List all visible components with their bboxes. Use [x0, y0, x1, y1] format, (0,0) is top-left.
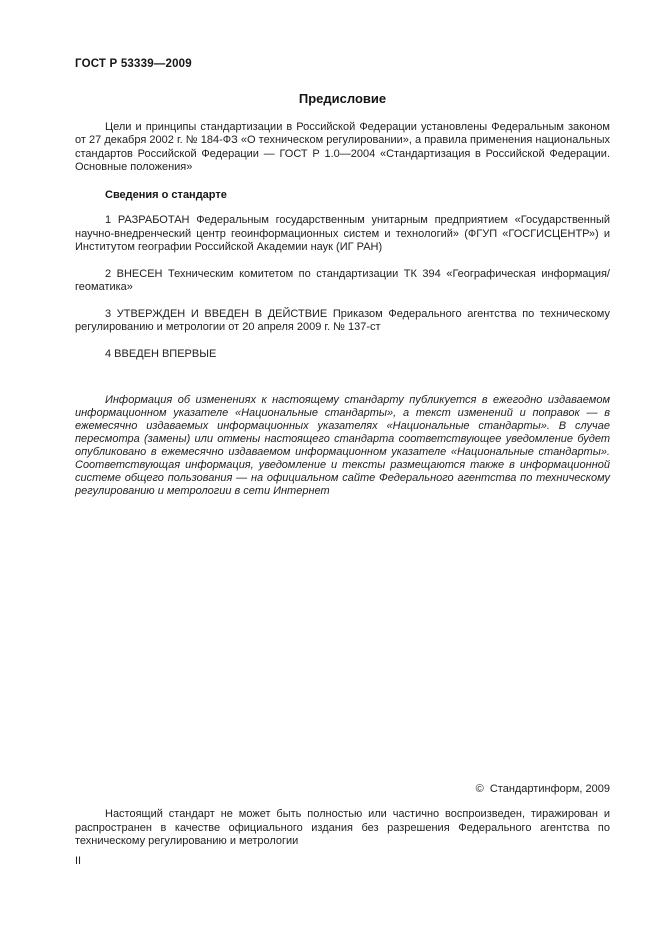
amendment-notice-paragraph: Информация об изменениях к настоящему стандарту публикуется в ежегодно издаваемом информационном указателе «Национальные стандарты», а текст изменений и поправок — в ежемесячно издаваемых информационных указателях «Национальные стандарты». В случае пересмотра (замены) или отмены настоящего стандарта соответствующее уведомление будет опубликовано в ежемесячно издаваемом информационном указателе «Национальные стандарты». Соответствующая информация, уведомление и тексты размещаются также в информационной системе общего пользования — на официальном сайте Федерального агентства по техническому регулированию и метрологии в сети Интернет [75, 394, 610, 497]
intro-paragraph: Цели и принципы стандартизации в Российской Федерации установлены Федеральным законом от 27 декабря 2002 г. № 184-ФЗ «О техническом регулировании», а правила применения национальных стандартов Российской Федерации — ГОСТ Р 1.0—2004 «Стандартизация в Российской Федерации. Основные положения» [75, 120, 610, 173]
reproduction-restriction-paragraph: Настоящий стандарт не может быть полностью или частично воспроизведен, тиражирован и распространен в качестве официального издания без разрешения Федерального агентства по техническому регулированию и метрологии [75, 808, 610, 847]
page-footer [75, 783, 610, 869]
page-number: II [75, 854, 82, 867]
standard-info-item-3: 3 УТВЕРЖДЕН И ВВЕДЕН В ДЕЙСТВИЕ Приказом Федерального агентства по техническому регулированию и метрологии от 20 апреля 2009 г. № 137-ст [75, 307, 610, 333]
document-code: ГОСТ Р 53339—2009 [75, 58, 192, 70]
standard-info-item-2: 2 ВНЕСЕН Техническим комитетом по стандартизации ТК 394 «Географическая информация/геоматика» [75, 267, 610, 293]
page-title: Предисловие [298, 90, 387, 106]
standard-info-heading: Сведения о стандарте [105, 188, 227, 201]
standard-info-item-4: 4 ВВЕДЕН ВПЕРВЫЕ [105, 347, 217, 360]
standard-info-item-1: 1 РАЗРАБОТАН Федеральным государственным унитарным предприятием «Государственный научно-внедренческий центр геоинформационных систем и технологий» (ФГУП «ГОСГИСЦЕНТР») и Институтом географии Российской Академии наук (ИГ РАН) [75, 214, 610, 253]
copyright-notice: © Стандартинформ, 2009 [475, 782, 610, 795]
